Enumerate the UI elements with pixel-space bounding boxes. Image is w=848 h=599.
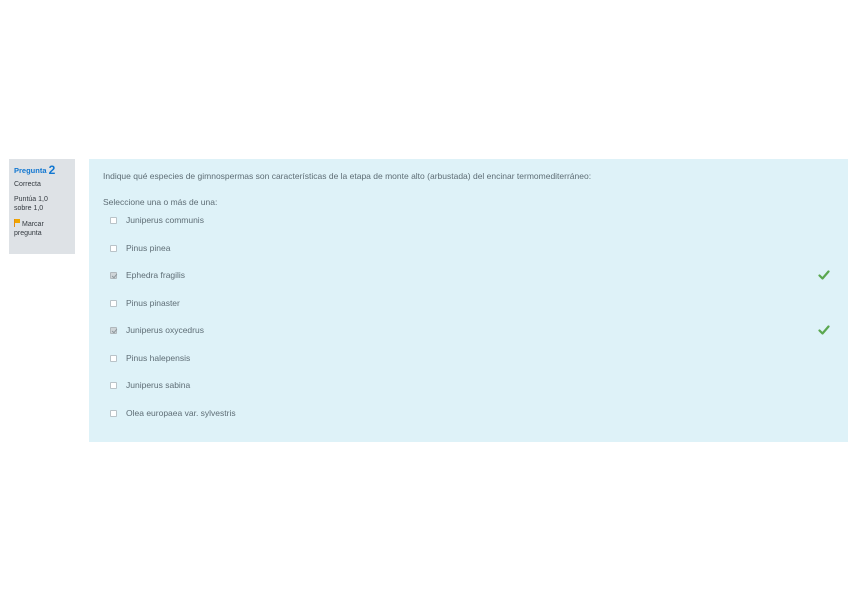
answer-checkbox[interactable] xyxy=(110,217,117,224)
question-label: Pregunta xyxy=(14,166,47,175)
check-icon xyxy=(818,269,830,281)
question-text: Indique qué especies de gimnospermas son características de la etapa de monte alto (arbustada) del encinar termomediterráneo: xyxy=(103,171,592,181)
answer-option[interactable] xyxy=(110,378,840,392)
answer-option[interactable] xyxy=(110,241,840,255)
flag-question-link[interactable] xyxy=(14,219,70,238)
answer-label: Juniperus communis xyxy=(126,215,204,225)
flag-icon xyxy=(14,219,20,227)
answer-option[interactable] xyxy=(110,296,840,310)
answer-option[interactable] xyxy=(110,351,840,365)
answer-checkbox[interactable] xyxy=(110,245,117,252)
answer-checkbox[interactable] xyxy=(110,272,117,279)
answer-label: Pinus pinea xyxy=(126,243,171,253)
answer-option[interactable] xyxy=(110,406,840,420)
answer-label: Olea europaea var. sylvestris xyxy=(126,408,236,418)
question-state: Correcta xyxy=(14,181,41,188)
answer-label: Pinus pinaster xyxy=(126,298,180,308)
answer-option[interactable] xyxy=(110,213,840,227)
answer-option[interactable] xyxy=(110,268,840,282)
answer-label: Ephedra fragilis xyxy=(126,270,186,280)
answer-label: Juniperus sabina xyxy=(126,380,191,390)
question-number-heading xyxy=(14,164,70,177)
answer-prompt: Seleccione una o más de una: xyxy=(103,197,218,207)
question-content xyxy=(89,159,848,442)
question-number: 2 xyxy=(48,163,56,177)
answer-label: Pinus halepensis xyxy=(126,353,191,363)
answer-label: Juniperus oxycedrus xyxy=(126,325,204,335)
answer-checkbox[interactable] xyxy=(110,300,117,307)
check-icon xyxy=(818,324,830,336)
flag-label-line-1: Marcar xyxy=(22,221,44,228)
flag-label-line-2: pregunta xyxy=(14,230,42,237)
answer-checkbox[interactable] xyxy=(110,327,117,334)
answer-checkbox[interactable] xyxy=(110,382,117,389)
answer-checkbox[interactable] xyxy=(110,410,117,417)
question-grade xyxy=(14,195,70,213)
question-info-panel xyxy=(9,159,75,254)
grade-line-1: Puntúa 1,0 xyxy=(14,196,48,203)
answer-option[interactable] xyxy=(110,323,840,337)
grade-line-2: sobre 1,0 xyxy=(14,205,44,212)
answer-checkbox[interactable] xyxy=(110,355,117,362)
